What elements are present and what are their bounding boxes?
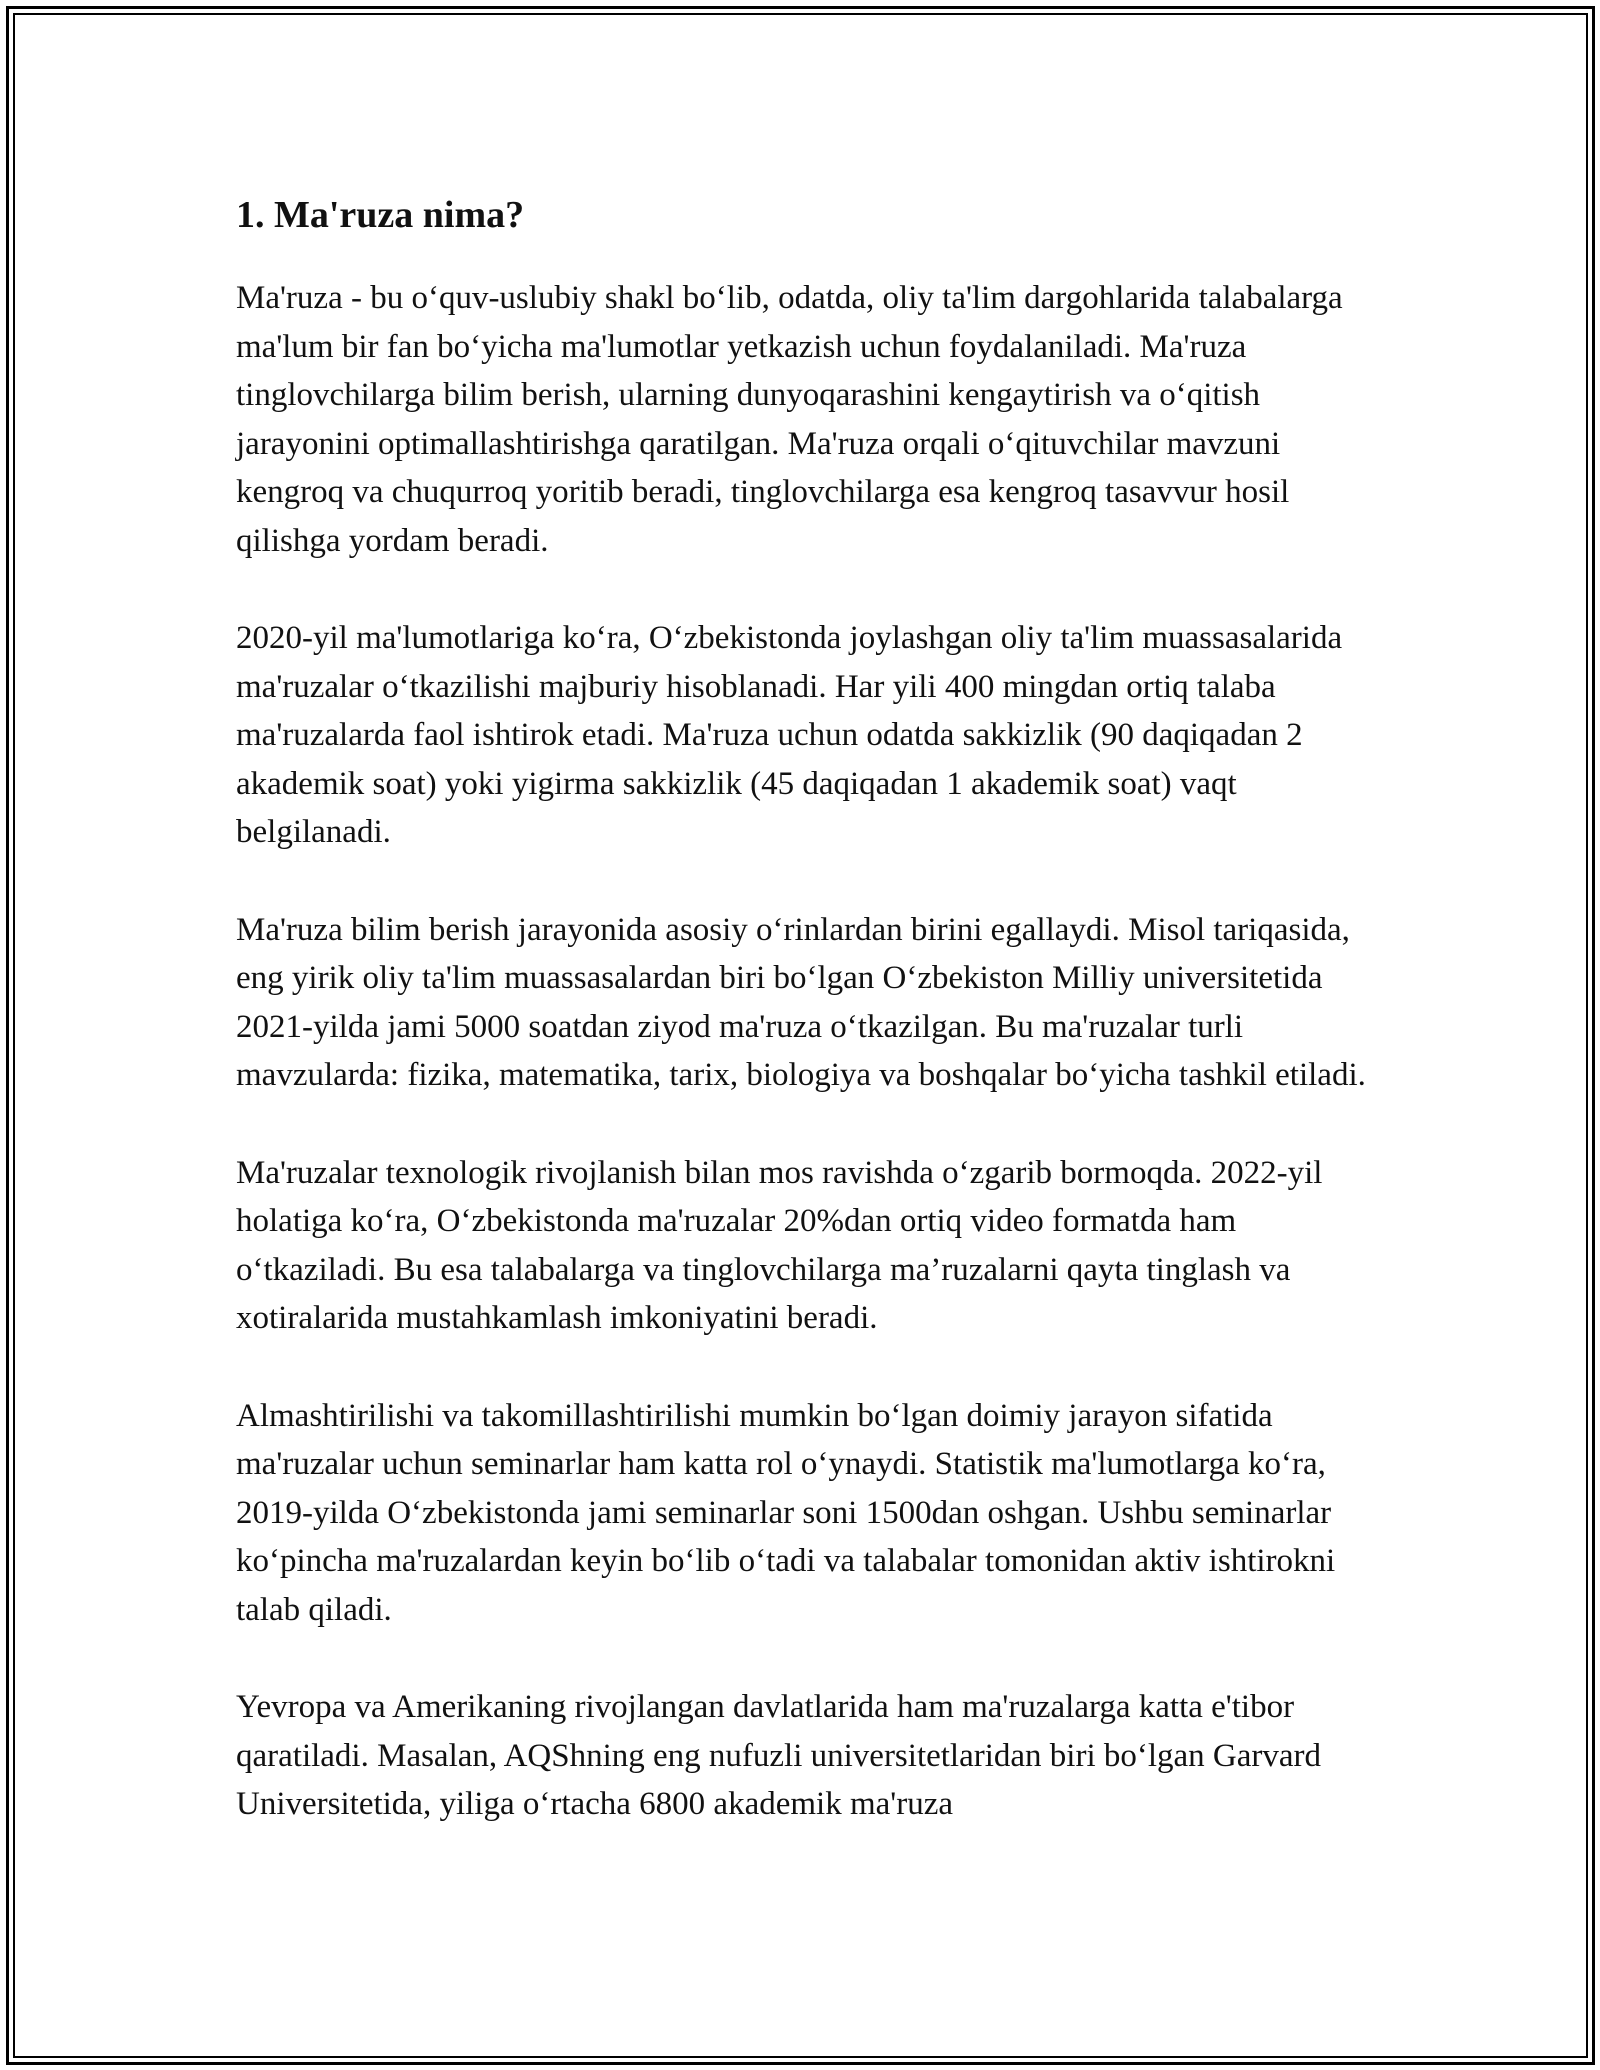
section-heading: 1. Ma'ruza nima? [236,194,525,236]
document-body [236,186,1376,1878]
paragraph-definition: Ma'ruza - bu o‘quv-uslubiy shakl bo‘lib, odatda, oliy ta'lim dargohlarida talabalarga ma'lum bir fan bo‘yicha ma'lumotlar yetkazish uchun foydalaniladi. Ma'ruza tinglovchilarga bilim berish, ularning dunyoqarashini kengaytirish va o‘qitish jarayonini optimallashtirishga qaratilgan. Ma'ruza orqali o‘qituvchilar mavzuni kengroq va chuqurroq yoritib beradi, tinglovchilarga esa kengroq tasavvur hosil qilishga yordam beradi. [236,280,1343,559]
paragraph-statistics-2020: 2020-yil ma'lumotlariga ko‘ra, O‘zbekistonda joylashgan oliy ta'lim muassasalarida ma'ruzalar o‘tkazilishi majburiy hisoblanadi. Har yili 400 mingdan ortiq talaba ma'ruzalarda faol ishtirok etadi. Ma'ruza uchun odatda sakkizlik (90 daqiqadan 2 akademik soat) yoki yigirma sakkizlik (45 daqiqadan 1 akademik soat) vaqt belgilanadi. [236,620,1343,850]
paragraph-national-university: Ma'ruza bilim berish jarayonida asosiy o‘rinlardan birini egallaydi. Misol tariqasida, eng yirik oliy ta'lim muassasalardan biri bo‘lgan O‘zbekiston Milliy universitetida 2021-yilda jami 5000 soatdan ziyod ma'ruza o‘tkazilgan. Bu ma'ruzalar turli mavzularda: fizika, matematika, tarix, biologiya va boshqalar bo‘yicha tashkil etiladi. [236,911,1366,1093]
paragraph-video-format: Ma'ruzalar texnologik rivojlanish bilan mos ravishda o‘zgarib bormoqda. 2022-yil holatiga ko‘ra, O‘zbekistonda ma'ruzalar 20%dan ortiq video formatda ham o‘tkaziladi. Bu esa talabalarga va tinglovchilarga ma’ruzalarni qayta tinglash va xotiralarida mustahkamlash imkoniyatini beradi. [236,1154,1323,1336]
paragraph-seminars: Almashtirilishi va takomillashtirilishi mumkin bo‘lgan doimiy jarayon sifatida ma'ruzalar uchun seminarlar ham katta rol o‘ynaydi. Statistik ma'lumotlarga ko‘ra, 2019-yilda O‘zbekistonda jami seminarlar soni 1500dan oshgan. Ushbu seminarlar ko‘pincha ma'ruzalardan keyin bo‘lib o‘tadi va talabalar tomonidan aktiv ishtirokni talab qiladi. [236,1397,1336,1628]
paragraph-europe-america: Yevropa va Amerikaning rivojlangan davlatlarida ham ma'ruzalarga katta e'tibor qaratiladi. Masalan, AQShning eng nufuzli universitetlaridan biri bo‘lgan Garvard Universitetida, yiliga o‘rtacha 6800 akademik ma'ruza [236,1689,1322,1822]
